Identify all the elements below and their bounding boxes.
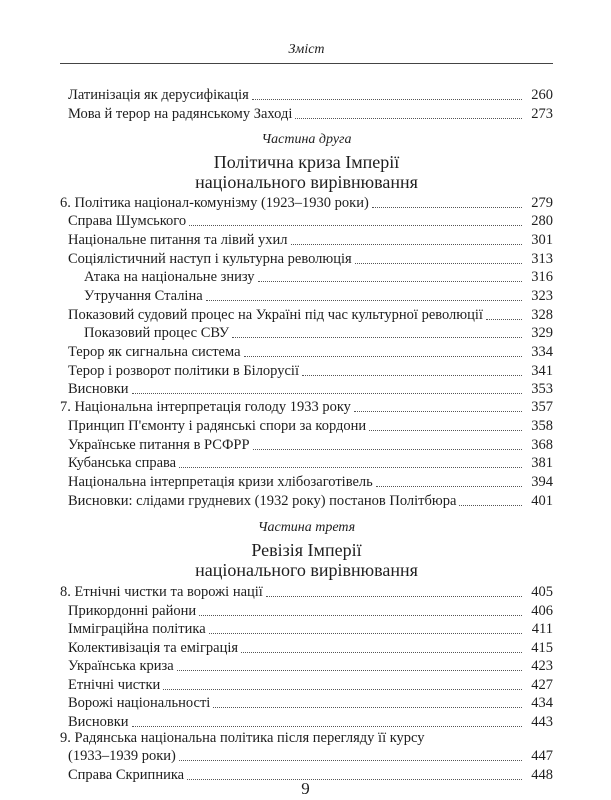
toc-entry-title: Українська криза [68, 658, 174, 674]
toc-entry-page: 323 [531, 288, 553, 304]
toc-entry-page: 381 [531, 455, 553, 471]
toc-entry-page: 406 [531, 603, 553, 619]
toc-entry[interactable] [68, 655, 553, 675]
leader-dots [199, 614, 522, 616]
leader-dots [258, 280, 522, 282]
leader-dots [209, 632, 522, 634]
toc-entry[interactable] [68, 341, 553, 361]
toc-entry[interactable] [68, 84, 553, 104]
toc-entry[interactable] [68, 103, 553, 123]
toc-entry[interactable] [68, 692, 553, 712]
leader-dots [132, 392, 522, 394]
toc-entry-chapter[interactable] [60, 396, 553, 416]
toc-entry[interactable] [68, 745, 553, 765]
leader-dots [295, 117, 522, 119]
toc-entry-title: Терор як сигнальна система [68, 344, 241, 360]
leader-dots [302, 374, 522, 376]
toc-subentry[interactable] [84, 285, 553, 305]
toc-entry-title: Висновки: слідами грудневих (1932 року) постанов Політбюра [68, 493, 457, 509]
toc-entry[interactable] [68, 674, 553, 694]
toc-entry-page: 394 [531, 474, 553, 490]
leader-dots [213, 706, 522, 708]
toc-entry[interactable] [68, 490, 553, 510]
leader-dots [244, 355, 522, 357]
leader-dots [206, 299, 522, 301]
toc-entry[interactable] [68, 471, 553, 491]
leader-dots [369, 429, 522, 431]
toc-entry-page: 279 [531, 195, 553, 211]
toc-entry-title: Утручання Сталіна [84, 288, 203, 304]
toc-entry-page: 405 [531, 584, 553, 600]
toc-entry-title: Колективізація та еміграція [68, 640, 239, 656]
toc-entry[interactable] [68, 637, 553, 657]
toc-entry-title: Ворожі національності [68, 695, 211, 711]
part-title: національного вирівнювання [195, 560, 418, 580]
leader-dots [252, 98, 522, 100]
toc-entry-page: 447 [531, 748, 553, 764]
leader-dots [241, 651, 522, 653]
toc-entry-page: 280 [531, 213, 553, 229]
toc-entry-title: Справа Шумського [68, 213, 187, 229]
leader-dots [177, 669, 522, 671]
toc-entry-page: 415 [531, 640, 553, 656]
toc-entry-title: Імміграційна політика [68, 621, 206, 637]
toc-entry-page: 434 [531, 695, 553, 711]
leader-dots [253, 448, 522, 450]
toc-entry[interactable] [68, 452, 553, 472]
toc-subentry[interactable] [84, 322, 553, 342]
toc-entry-page: 448 [531, 767, 553, 783]
leader-dots [189, 224, 522, 226]
toc-entry[interactable] [68, 210, 553, 230]
toc-entry-title: (1933–1939 роки) [68, 748, 176, 764]
toc-entry-title: 6. Політика націонал-комунізму (1923–1930 роки) [60, 195, 369, 211]
toc-entry-page: 316 [531, 269, 553, 285]
toc-entry-page: 427 [531, 677, 553, 693]
toc-entry-title: Мова й терор на радянському Заході [68, 106, 293, 122]
toc-entry-page: 334 [531, 344, 553, 360]
toc-entry[interactable] [68, 434, 553, 454]
part-title: Ревізія Імперії [251, 540, 362, 560]
toc-entry-page: 401 [531, 493, 553, 509]
toc-entry-title: Національна інтерпретація кризи хлібозаготівель [68, 474, 373, 490]
toc-entry[interactable] [68, 711, 553, 731]
toc-entry[interactable] [68, 248, 553, 268]
toc-entry-title: Соціялістичний наступ і культурна революція [68, 251, 352, 267]
toc-entry-title: Латинізація як дерусифікація [68, 87, 249, 103]
toc-entry-page: 328 [531, 307, 553, 323]
toc-entry-page: 423 [531, 658, 553, 674]
part-title: Політична криза Імперії [213, 152, 400, 172]
toc-entry-page: 341 [531, 363, 553, 379]
toc-entry-page: 411 [531, 621, 553, 637]
leader-dots [163, 688, 522, 690]
toc-entry[interactable] [68, 360, 553, 380]
toc-entry-title: Етнічні чистки [68, 677, 161, 693]
leader-dots [232, 336, 522, 338]
toc-entry-page: 443 [531, 714, 553, 730]
leader-dots [266, 595, 522, 597]
toc-entry-title: Принцип П'ємонту і радянські спори за кордони [68, 418, 367, 434]
toc-entry-title: 7. Національна інтерпретація голоду 1933 року [60, 399, 351, 415]
leader-dots [179, 466, 522, 468]
toc-entry-title: Висновки [68, 714, 129, 730]
part-label: Частина третя [257, 520, 356, 535]
page-number: 9 [301, 779, 310, 798]
toc-entry[interactable] [68, 304, 553, 324]
toc-entry-page: 353 [531, 381, 553, 397]
leader-dots [179, 759, 522, 761]
toc-entry-page: 301 [531, 232, 553, 248]
part-label: Частина друга [261, 132, 352, 147]
toc-entry-page: 273 [531, 106, 553, 122]
toc-entry[interactable] [68, 618, 553, 638]
leader-dots [354, 410, 522, 412]
toc-entry-page: 368 [531, 437, 553, 453]
toc-subentry[interactable] [84, 266, 553, 286]
toc-entry-title: Терор і розворот політики в Білорусії [68, 363, 299, 379]
toc-entry-chapter[interactable] [60, 192, 553, 212]
toc-entry-title: Показовий судовий процес на Україні під час культурної революції [68, 307, 483, 323]
toc-entry-page: 358 [531, 418, 553, 434]
running-header: Зміст [288, 42, 325, 57]
leader-dots [459, 504, 522, 506]
toc-entry-title: Прикордонні райони [68, 603, 197, 619]
toc-entry[interactable] [68, 415, 553, 435]
leader-dots [355, 262, 522, 264]
toc-entry[interactable] [68, 229, 553, 249]
leader-dots [291, 243, 522, 245]
toc-entry-chapter[interactable] [60, 581, 553, 601]
leader-dots [376, 485, 522, 487]
header-divider [60, 63, 553, 64]
toc-entry-title: Національне питання та лівий ухил [68, 232, 288, 248]
toc-entry-title: Українське питання в РСФРР [68, 437, 250, 453]
part-title: національного вирівнювання [195, 172, 418, 192]
leader-dots [486, 318, 522, 320]
toc-entry-title: Справа Скрипника [68, 767, 185, 783]
toc-entry-chapter-title[interactable]: 9. Радянська національна політика після перегляду її курсу [60, 730, 425, 746]
toc-entry[interactable] [68, 378, 553, 398]
toc-entry[interactable] [68, 600, 553, 620]
toc-entry-title: Кубанська справа [68, 455, 177, 471]
toc-entry-title: 8. Етнічні чистки та ворожі нації [60, 584, 263, 600]
leader-dots [132, 725, 522, 727]
toc-entry-title: Показовий процес СВУ [84, 325, 230, 341]
leader-dots [372, 206, 522, 208]
toc-entry-page: 357 [531, 399, 553, 415]
toc-entry-title: Атака на національне знизу [84, 269, 255, 285]
toc-entry-title: Висновки [68, 381, 129, 397]
toc-entry-page: 260 [531, 87, 553, 103]
toc-entry-page: 313 [531, 251, 553, 267]
toc-entry-page: 329 [531, 325, 553, 341]
